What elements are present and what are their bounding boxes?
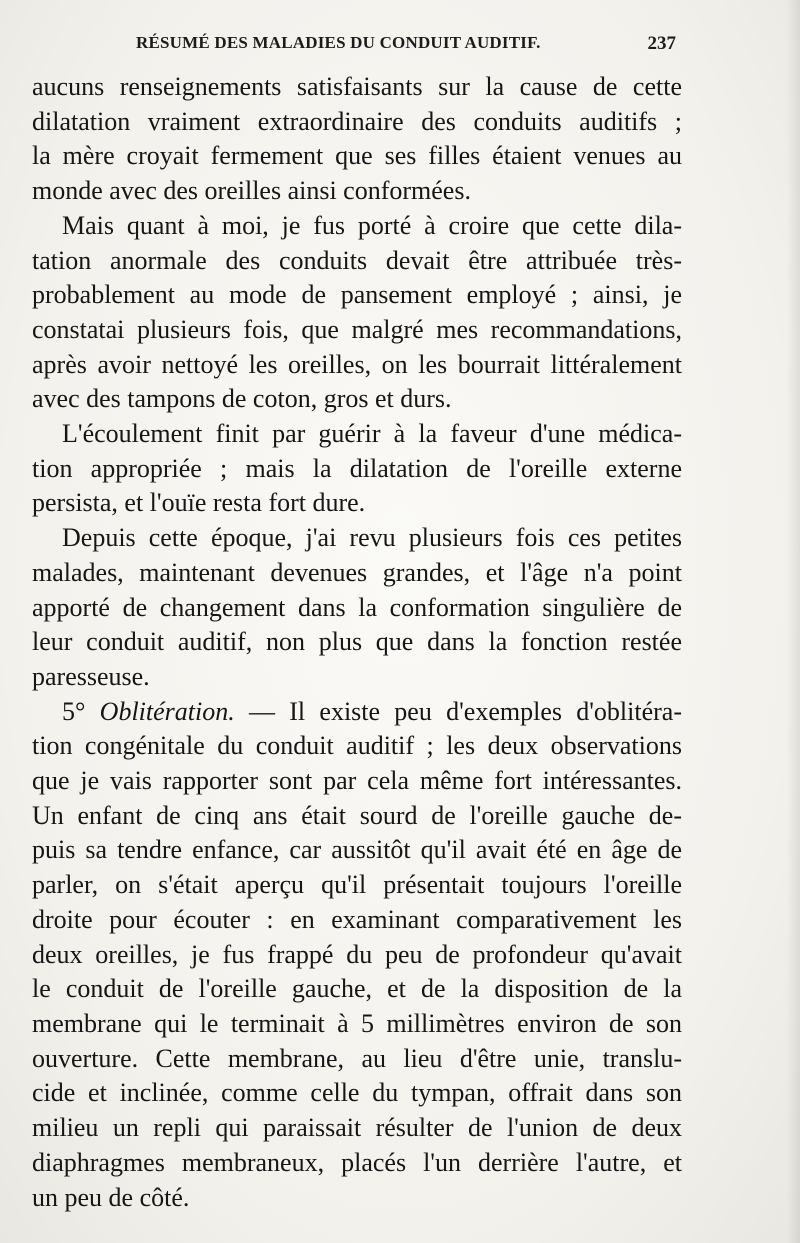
page-edge-shadow <box>786 0 800 1243</box>
text-line: apporté de changement dans la conformation singulière de <box>32 592 682 622</box>
text-line: aucuns renseignements satisfaisants sur la cause de cette <box>32 72 682 101</box>
text-line: malades, maintenant devenues grandes, et l'âge n'a point <box>32 557 682 587</box>
text-line: la mère croyait fermement que ses filles étaient venues au <box>32 141 682 171</box>
text-line: tation anormale des conduits devait être attribuée très- <box>32 245 682 275</box>
running-title: RÉSUMÉ DES MALADIES DU CONDUIT AUDITIF. <box>136 33 541 52</box>
section-text: — Il existe peu d'exemples d'oblitéra- <box>249 696 682 726</box>
text-line: Depuis cette époque, j'ai revu plusieurs fois ces petites <box>62 523 682 553</box>
text-line: persista, et l'ouïe resta fort dure. <box>32 488 366 518</box>
text-line: avec des tampons de coton, gros et durs. <box>32 384 452 414</box>
text-line: leur conduit auditif, non plus que dans la fonction restée <box>32 627 682 657</box>
text-line: membrane qui le terminait à 5 millimètres environ de son <box>32 1008 682 1038</box>
text-line: L'écoulement finit par guérir à la faveur d'une médica- <box>62 419 682 449</box>
text-line: droite pour écouter : en examinant comparativement les <box>32 904 682 934</box>
section-title: Oblitération. <box>99 696 235 726</box>
text-line: monde avec des oreilles ainsi conformées. <box>32 176 471 206</box>
text-line: un peu de côté. <box>32 1182 190 1212</box>
text-line: deux oreilles, je fus frappé du peu de profondeur qu'avait <box>32 939 682 969</box>
text-line: probablement au mode de pansement employé ; ainsi, je <box>32 280 682 310</box>
section-heading-line <box>32 695 682 730</box>
text-line: parler, on s'était aperçu qu'il présentait toujours l'oreille <box>32 870 682 900</box>
text-line: diaphragmes membraneux, placés l'un derrière l'autre, et <box>32 1147 682 1177</box>
page-header <box>136 33 676 57</box>
text-line: après avoir nettoyé les oreilles, on les bourrait littéralement <box>32 349 682 379</box>
text-line: milieu un repli qui paraissait résulter de l'union de deux <box>32 1113 682 1143</box>
text-line: tion appropriée ; mais la dilatation de l'oreille externe <box>32 453 682 483</box>
section-number: 5° <box>62 696 86 726</box>
text-line: paresseuse. <box>32 661 150 691</box>
text-line: que je vais rapporter sont par cela même fort intéressantes. <box>32 766 682 796</box>
text-line: le conduit de l'oreille gauche, et de la disposition de la <box>32 974 682 1004</box>
page-number: 237 <box>647 33 676 54</box>
text-line: dilatation vraiment extraordinaire des conduits auditifs ; <box>32 106 682 136</box>
text-line: constatai plusieurs fois, que malgré mes recommandations, <box>32 314 682 344</box>
text-line: cide et inclinée, comme celle du tympan, offrait dans son <box>32 1078 682 1108</box>
text-line: tion congénitale du conduit auditif ; les deux observations <box>32 731 682 761</box>
page-body <box>32 70 682 1215</box>
text-line: ouverture. Cette membrane, au lieu d'être unie, translu- <box>32 1043 682 1073</box>
text-line: puis sa tendre enfance, car aussitôt qu'il avait été en âge de <box>32 835 682 865</box>
text-line: Mais quant à moi, je fus porté à croire que cette dila- <box>62 210 682 240</box>
text-line: Un enfant de cinq ans était sourd de l'oreille gauche de- <box>32 800 682 830</box>
